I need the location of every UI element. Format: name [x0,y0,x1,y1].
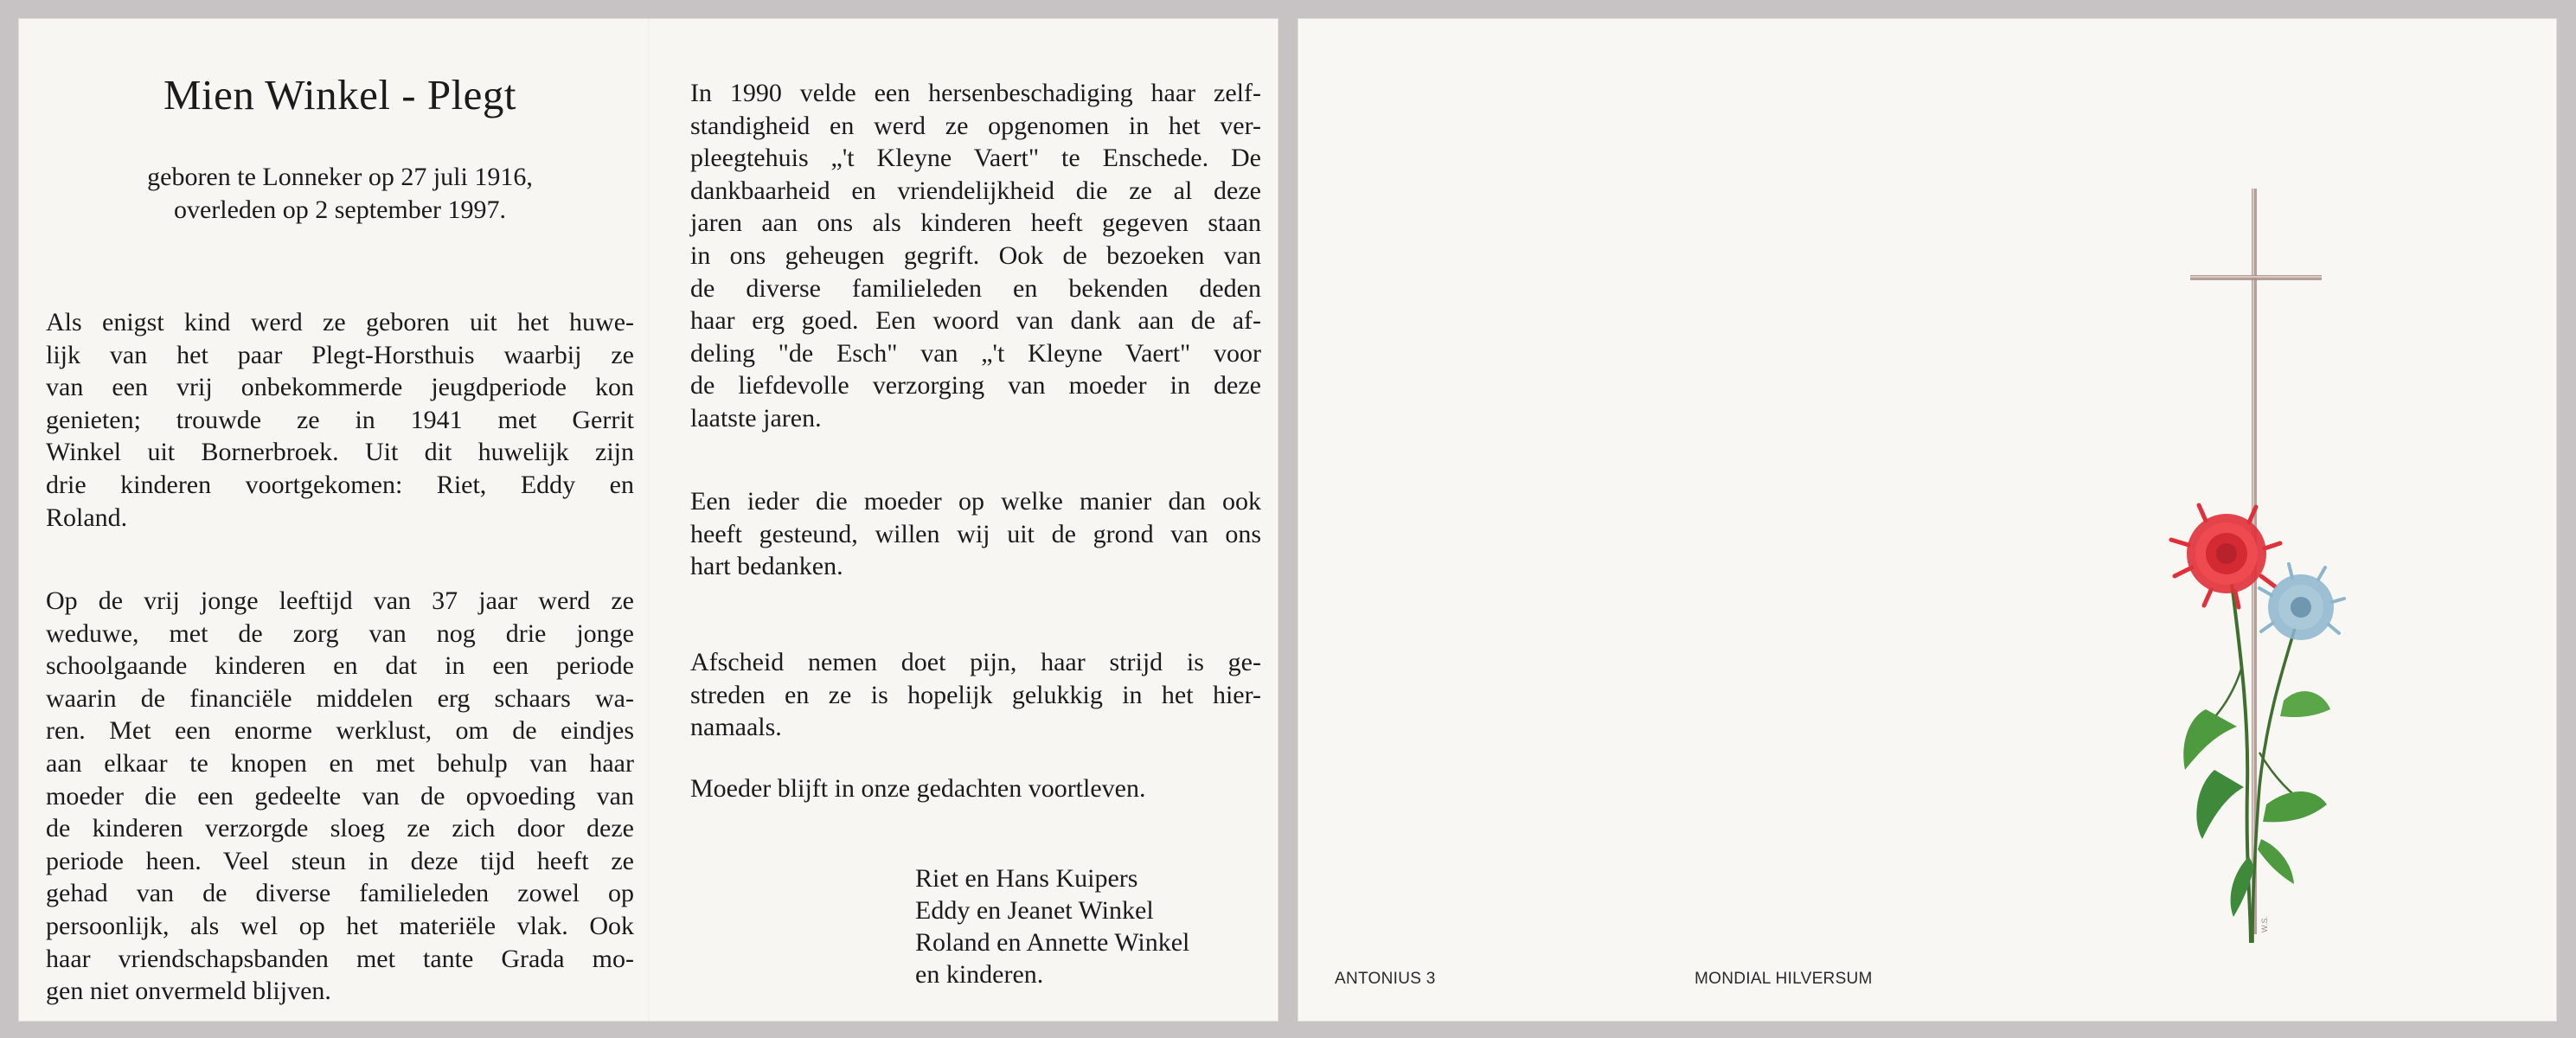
text-line: haar vriendschapsbanden met tante Grada mo- [46,944,634,973]
flower-bouquet-icon [2171,505,2344,943]
text-line: lijk van het paar Plegt-Horsthuis waarbij ze [46,340,634,369]
text-line: aan elkaar te knopen en met behulp van haar [46,748,634,778]
text-line: van een vrij onbekommerde jeugdperiode kon [46,373,634,402]
signer-line: Roland en Annette Winkel [915,928,1190,957]
text-line: drie kinderen voortgekomen: Riet, Eddy en [46,470,634,499]
text-line: Afscheid nemen doet pijn, haar strijd is ge- [690,648,1261,676]
right-column [690,18,1261,1022]
text-line: haar erg goed. Een woord van dank aan de af- [690,306,1261,336]
text-line: dankbaarheid en vriendelijkheid die ze al deze [690,176,1261,205]
text-line: waarin de financiële middelen erg schaars wa- [46,683,634,713]
paragraph-thanks [690,485,1261,583]
text-line: gehad van de diverse familieleden zowel op [46,879,634,908]
paragraph-memory [690,772,1261,805]
text-line: Op de vrij jonge leeftijd van 37 jaar werd ze [46,586,634,615]
text-line: de kinderen verzorgde sloeg ze zich door deze [46,814,634,843]
publisher-label: MONDIAL HILVERSUM [1695,970,1873,988]
deceased-name: Mien Winkel - Plegt [163,71,517,119]
text-line: periode heen. Veel steun in deze tijd heeft ze [46,846,634,875]
text-line: de liefdevolle verzorging van moeder in deze [690,371,1261,400]
text-line: Als enigst kind werd ze geboren uit het huwe- [46,308,634,336]
text-line: standigheid en werd ze opgenomen in het ver- [690,111,1261,140]
text-line: heeft gesteund, willen wij uit de grond van ons [690,519,1261,548]
signer-line: en kinderen. [915,960,1044,989]
text-line: genieten; trouwde ze in 1941 met Gerrit [46,405,634,434]
birth-line: geboren te Lonneker op 27 juli 1916, [147,163,533,191]
text-line: hart bedanken. [690,552,843,581]
text-line: jaren aan ons als kinderen heeft gegeven staan [690,208,1261,238]
text-line: deling "de Esch" van „'t Kleyne Vaert" voor [690,338,1261,368]
text-line: laatste jaren. [690,403,822,432]
card-model-label: ANTONIUS 3 [1335,970,1436,988]
text-line: schoolgaande kinderen en dat in een periode [46,651,634,681]
death-line: overleden op 2 september 1997. [173,195,507,224]
signers-block [915,862,1189,990]
left-column [46,18,634,1022]
signer-line: Riet en Hans Kuipers [915,864,1138,893]
card-fold [648,18,650,1022]
illustration-card [1298,18,2557,1022]
life-dates [46,161,634,227]
text-line: ren. Met een enorme werklust, om de eindjes [46,716,634,746]
text-line: gen niet onvermeld blijven. [46,977,331,1006]
text-line: de diverse familieleden en bekenden deden [690,273,1261,303]
text-line: pleegtehuis „'t Kleyne Vaert" te Enschede. De [690,144,1261,173]
paragraph-care-home [690,77,1261,435]
text-line: Een ieder die moeder op welke manier dan ook [690,487,1261,516]
cross-with-flowers-illustration [2154,182,2361,952]
blue-flower [2259,564,2344,640]
paragraph-farewell [690,646,1261,744]
text-line: streden en ze is hopelijk gelukkig in het hier- [690,680,1261,709]
text-line: Roland. [46,503,128,532]
text-line: in ons geheugen gegrift. Ook de bezoeken van [690,240,1261,270]
artist-initials: W.S. [2260,915,2269,932]
signer-line: Eddy en Jeanet Winkel [915,896,1154,925]
text-card [18,18,1278,1022]
text-line: Winkel uit Bornerbroek. Uit dit huwelijk zijn [46,438,634,467]
text-line: namaals. [690,713,782,742]
text-line: In 1990 velde een hersenbeschadiging haar zelf- [690,79,1261,107]
text-line: persoonlijk, als wel op het materiële vlak. Ook [46,911,634,940]
paragraph-childhood [46,306,634,534]
paragraph-widowhood [46,585,634,1008]
text-line: weduwe, met de zorg van nog drie jonge [46,618,634,648]
text-line: Moeder blijft in onze gedachten voortleven. [690,774,1146,803]
text-line: moeder die een gedeelte van de opvoeding van [46,781,634,811]
